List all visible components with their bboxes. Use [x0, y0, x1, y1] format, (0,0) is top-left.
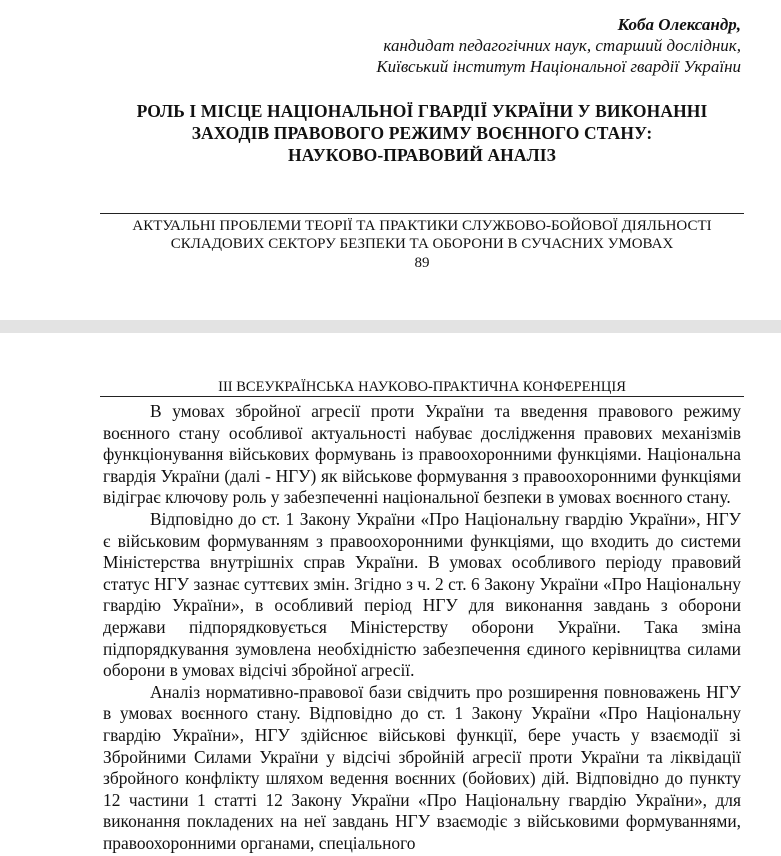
paragraph: Аналіз нормативно-правової бази свідчить про розширення повноважень НГУ в умовах воєнного стану. Відповідно до ст. 1 Закону України «Про Національну гвардію України», НГУ здійснює військові функції, бере участь у взаємодії зі Збройними Силами України у відсічі збройній агресії проти України та ліквідації збройного конфлікту шляхом ведення воєнних (бойових) дій. Відповідно до пункту 12 частини 1 статті 12 Закону України «Про Національну гвардію України», для виконання покладених на неї завдань НГУ взаємодіє з військовими формуваннями, правоохоронними органами, спеціального: [103, 681, 741, 853]
body-text: [103, 401, 741, 854]
running-header-line: АКТУАЛЬНІ ПРОБЛЕМИ ТЕОРІЇ ТА ПРАКТИКИ СЛУЖБОВО-БОЙОВОЇ ДІЯЛЬНОСТІ: [132, 218, 712, 234]
title-line: РОЛЬ І МІСЦЕ НАЦІОНАЛЬНОЇ ГВАРДІЇ УКРАЇНИ У ВИКОНАННІ: [136, 101, 708, 121]
author-institution: Київський інститут Національної гвардії України: [376, 57, 741, 76]
author-degree: кандидат педагогічних наук, старший дослідник,: [383, 36, 741, 55]
author-name: Коба Олександр,: [617, 15, 741, 34]
conference-header: ІІІ ВСЕУКРАЇНСЬКА НАУКОВО-ПРАКТИЧНА КОНФЕРЕНЦІЯ: [100, 378, 744, 397]
page-number: 89: [414, 255, 430, 271]
page-2: [0, 333, 781, 856]
running-header: [100, 213, 744, 272]
paragraph: В умовах збройної агресії проти України та введення правового режиму воєнного стану особливої актуальності набуває дослідження правових механізмів функціонування військових формувань із правоохоронними функціями. Національна гвардія України (далі - НГУ) як військове формування з правоохоронними функціями відіграє ключову роль у забезпеченні національної безпеки в умовах воєнного стану.: [103, 401, 741, 508]
page-separator: [0, 320, 781, 333]
paragraph: Відповідно до ст. 1 Закону України «Про Національну гвардію України», НГУ є військовим формуванням з правоохоронними функціями, що входить до системи Міністерства внутрішніх справ України. В умовах особливого періоду правовий статус НГУ зазнає суттєвих змін. Згідно з ч. 2 ст. 6 Закону України «Про Національну гвардію України», в особливий період НГУ для виконання завдань з оборони держави підпорядковується Міністерству оборони України. Така зміна підпорядкування зумовлена необхідністю забезпечення єдиного керівництва силами оборони в умовах відсічі збройної агресії.: [103, 508, 741, 681]
page-1: [0, 0, 781, 320]
title-line: НАУКОВО-ПРАВОВИЙ АНАЛІЗ: [287, 145, 557, 165]
article-title: [100, 100, 744, 166]
running-header-line: СКЛАДОВИХ СЕКТОРУ БЕЗПЕКИ ТА ОБОРОНИ В СУЧАСНИХ УМОВАХ: [170, 236, 674, 252]
title-line: ЗАХОДІВ ПРАВОВОГО РЕЖИМУ ВОЄННОГО СТАНУ:: [191, 123, 653, 143]
author-block: [376, 14, 741, 77]
